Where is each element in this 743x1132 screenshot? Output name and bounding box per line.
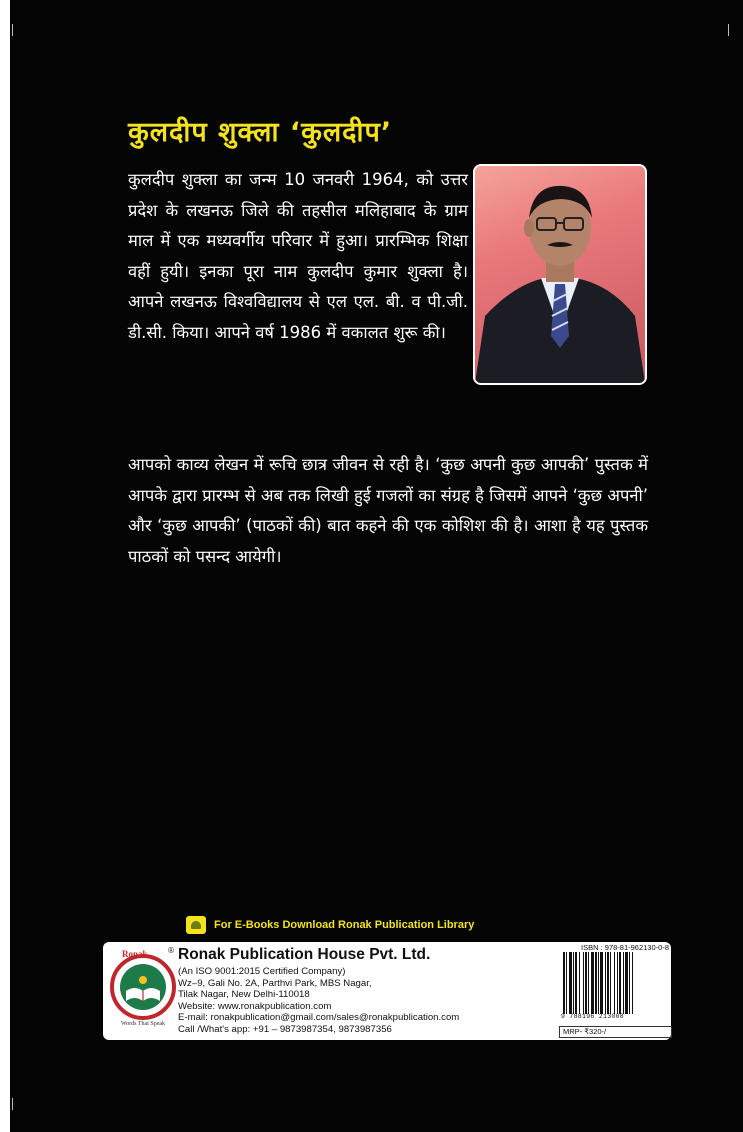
barcode-digits: 9 788196 213008 (561, 1013, 625, 1020)
barcode-icon (561, 952, 667, 1014)
crop-mark (12, 24, 13, 36)
ebook-notice (186, 916, 474, 934)
publisher-line: Website: www.ronakpublication.com (178, 1000, 332, 1012)
mrp-price: MRP- ₹320-/ (559, 1026, 672, 1038)
publisher-line: E-mail: ronakpublication@gmail.com/sales@ronakpublication.com (178, 1012, 460, 1023)
publisher-line: (An ISO 9001:2015 Certified Company) (178, 966, 346, 977)
publisher-logo (108, 947, 178, 1035)
ebook-notice-text: For E-Books Download Ronak Publication Library (214, 919, 475, 931)
crop-mark (728, 24, 729, 36)
publisher-info-box (103, 942, 671, 1040)
book-description: आपको काव्य लेखन में रूचि छात्र जीवन से रही है। ‘कुछ अपनी कुछ आपकी’ पुस्तक में आपके द्वारा प्रारम्भ से अब तक लिखी हुई गजलों का संग्रह है जिसमें आपने ‘कुछ अपनी’ और ‘कुछ आपकी’ (पाठकों की) बात कहने की एक कोशिश की है। आशा है यह पुस्तक पाठकों को पसन्द आयेगी। (128, 455, 648, 566)
publisher-line: Call /What's app: +91 – 9873987354, 9873987356 (178, 1023, 392, 1035)
author-photo (473, 164, 647, 385)
author-bio: कुलदीप शुक्ला का जन्म 10 जनवरी 1964, को उत्तर प्रदेश के लखनऊ जिले की तहसील मलिहाबाद के ग्राम माल में एक मध्यवर्गीय परिवार में हुआ। प्रारम्भिक शिक्षा वहीं हुयी। इनका पूरा नाम कुलदीप कुमार शुक्ला है। आपने लखनऊ विश्वविद्यालय से एल एल. बी. व पी.जी. डी.सी. किया। आपने वर्ष 1986 में वकालत शुरू की। (128, 170, 468, 342)
registered-mark: ® (167, 946, 175, 955)
crop-mark (12, 1098, 13, 1110)
author-heading: कुलदीप शुक्ला ‘कुलदीप’ (128, 117, 393, 148)
author-portrait-illustration (475, 166, 645, 383)
publisher-name: Ronak Publication House Pvt. Ltd. (178, 946, 431, 963)
isbn-text: ISBN : 978-81-962130-0-8 (581, 943, 669, 952)
barcode-area (557, 942, 671, 1040)
publisher-line: Tilak Nagar, New Delhi-110018 (178, 989, 310, 1000)
publisher-line: Wz–9, Gali No. 2A, Parthvi Park, MBS Nagar, (178, 977, 372, 989)
android-icon (186, 916, 206, 934)
logo-brand-text: Ronak (122, 949, 148, 959)
publisher-address (178, 966, 459, 1035)
logo-tagline: Words That Speak (120, 1021, 166, 1027)
